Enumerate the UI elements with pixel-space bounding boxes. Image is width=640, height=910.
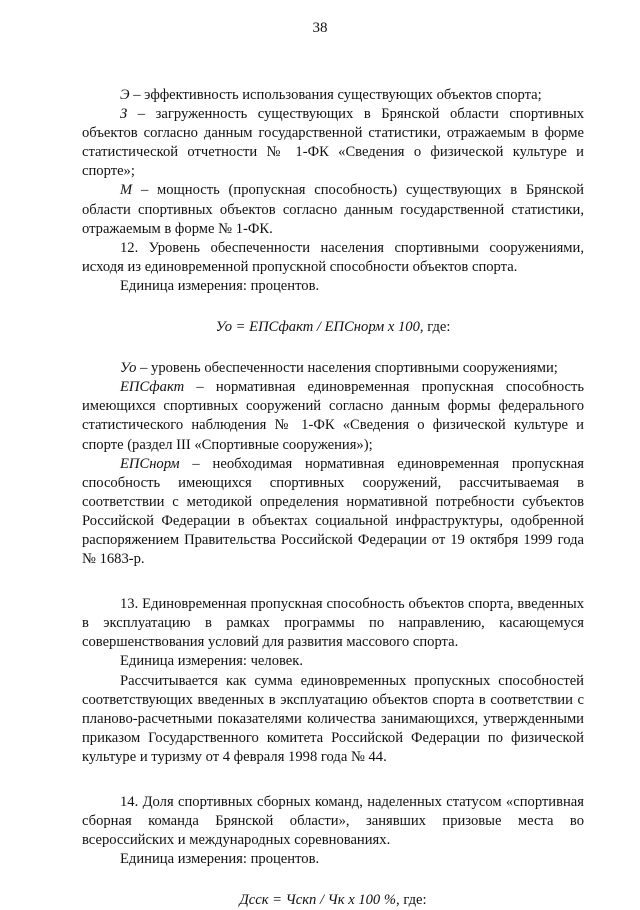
definition-text: – мощность (пропускная способность) существующих в Брянской области спортивных объектов согласно данным государственной статистики, отражаемым в форме № 1-ФК. [82, 182, 584, 237]
definition-uo [82, 359, 584, 378]
definition-text: – эффективность использования существующих объектов спорта; [129, 87, 542, 103]
definition-text: – загруженность существующих в Брянской области спортивных объектов согласно данным государственной статистики, отражаемым в форме статистической отчетности № 1-ФК «Сведения о физической культуре и спорте»; [82, 106, 584, 180]
formula-suffix: , где: [396, 892, 427, 909]
indicator-12-heading: 12. Уровень обеспеченности населения спортивными сооружениями, исходя из единовременной пропускной способности объектов спорта. [82, 239, 584, 275]
formula-expression: Уо = ЕПСфакт / ЕПСнорм х 100 [215, 319, 420, 336]
definition-text: – необходимая нормативная единовременная пропускная способность имеющихся спортивных сооружений, рассчитываемая в соответствии с методикой определения нормативной потребности субъектов Российской Федерации в объектах социальной инфраструктуры, одобренной распоряжением Правительства Российской Федерации от 19 октября 1999 года № 1683-р. [82, 455, 584, 568]
definition-e [82, 86, 584, 105]
definition-text: – нормативная единовременная пропускная способность имеющихся спортивных сооружений согласно данным формы федерального статистического наблюдения № 1-ФК «Сведения о физической культуре и спорте (раздел III «Спортивные сооружения»); [82, 379, 584, 453]
unit-of-measure: Единица измерения: процентов. [120, 277, 320, 294]
formula-dssk [82, 891, 584, 910]
document-body [82, 86, 584, 910]
page-number: 38 [312, 20, 328, 36]
definition-eps-norm [82, 455, 584, 570]
definition-text: – уровень обеспеченности населения спортивными сооружениями; [136, 360, 558, 377]
calculation-method: Рассчитывается как сумма единовременных пропускных способностей соответствующих введенных в эксплуатацию объектов спорта в соответствии с планово-расчетными показателями количества занимающихся, утвержденными приказом Государственного комитета Российской Федерации по физической культуре и туризму от 4 февраля 1998 года № 44. [82, 672, 584, 765]
term-symbol: Уо [120, 360, 137, 377]
definition-eps-fakt [82, 378, 584, 454]
indicator-14-heading: 14. Доля спортивных сборных команд, наделенных статусом «спортивная сборная команда Брянской области», занявших призовые места во всероссийских и международных соревнованиях. [82, 794, 584, 849]
term-symbol: ЕПСнорм [120, 455, 180, 472]
definition-m [82, 181, 584, 238]
formula-expression: Дсск = Чскп / Чк х 100 % [239, 892, 397, 909]
term-symbol: З [120, 106, 128, 123]
term-symbol: М [120, 182, 133, 199]
indicator-13-heading: 13. Единовременная пропускная способность объектов спорта, введенных в эксплуатацию в рамках программы по направлению, касающемуся совершенствования условий для развития массового спорта. [82, 596, 584, 651]
definition-z [82, 105, 584, 181]
term-symbol: ЕПСфакт [120, 379, 185, 396]
term-symbol: Э [120, 87, 130, 103]
unit-of-measure: Единица измерения: человек. [120, 653, 304, 670]
unit-of-measure: Единица измерения: процентов. [120, 851, 320, 868]
formula-suffix: , где: [419, 319, 451, 336]
formula-uo [82, 318, 584, 337]
